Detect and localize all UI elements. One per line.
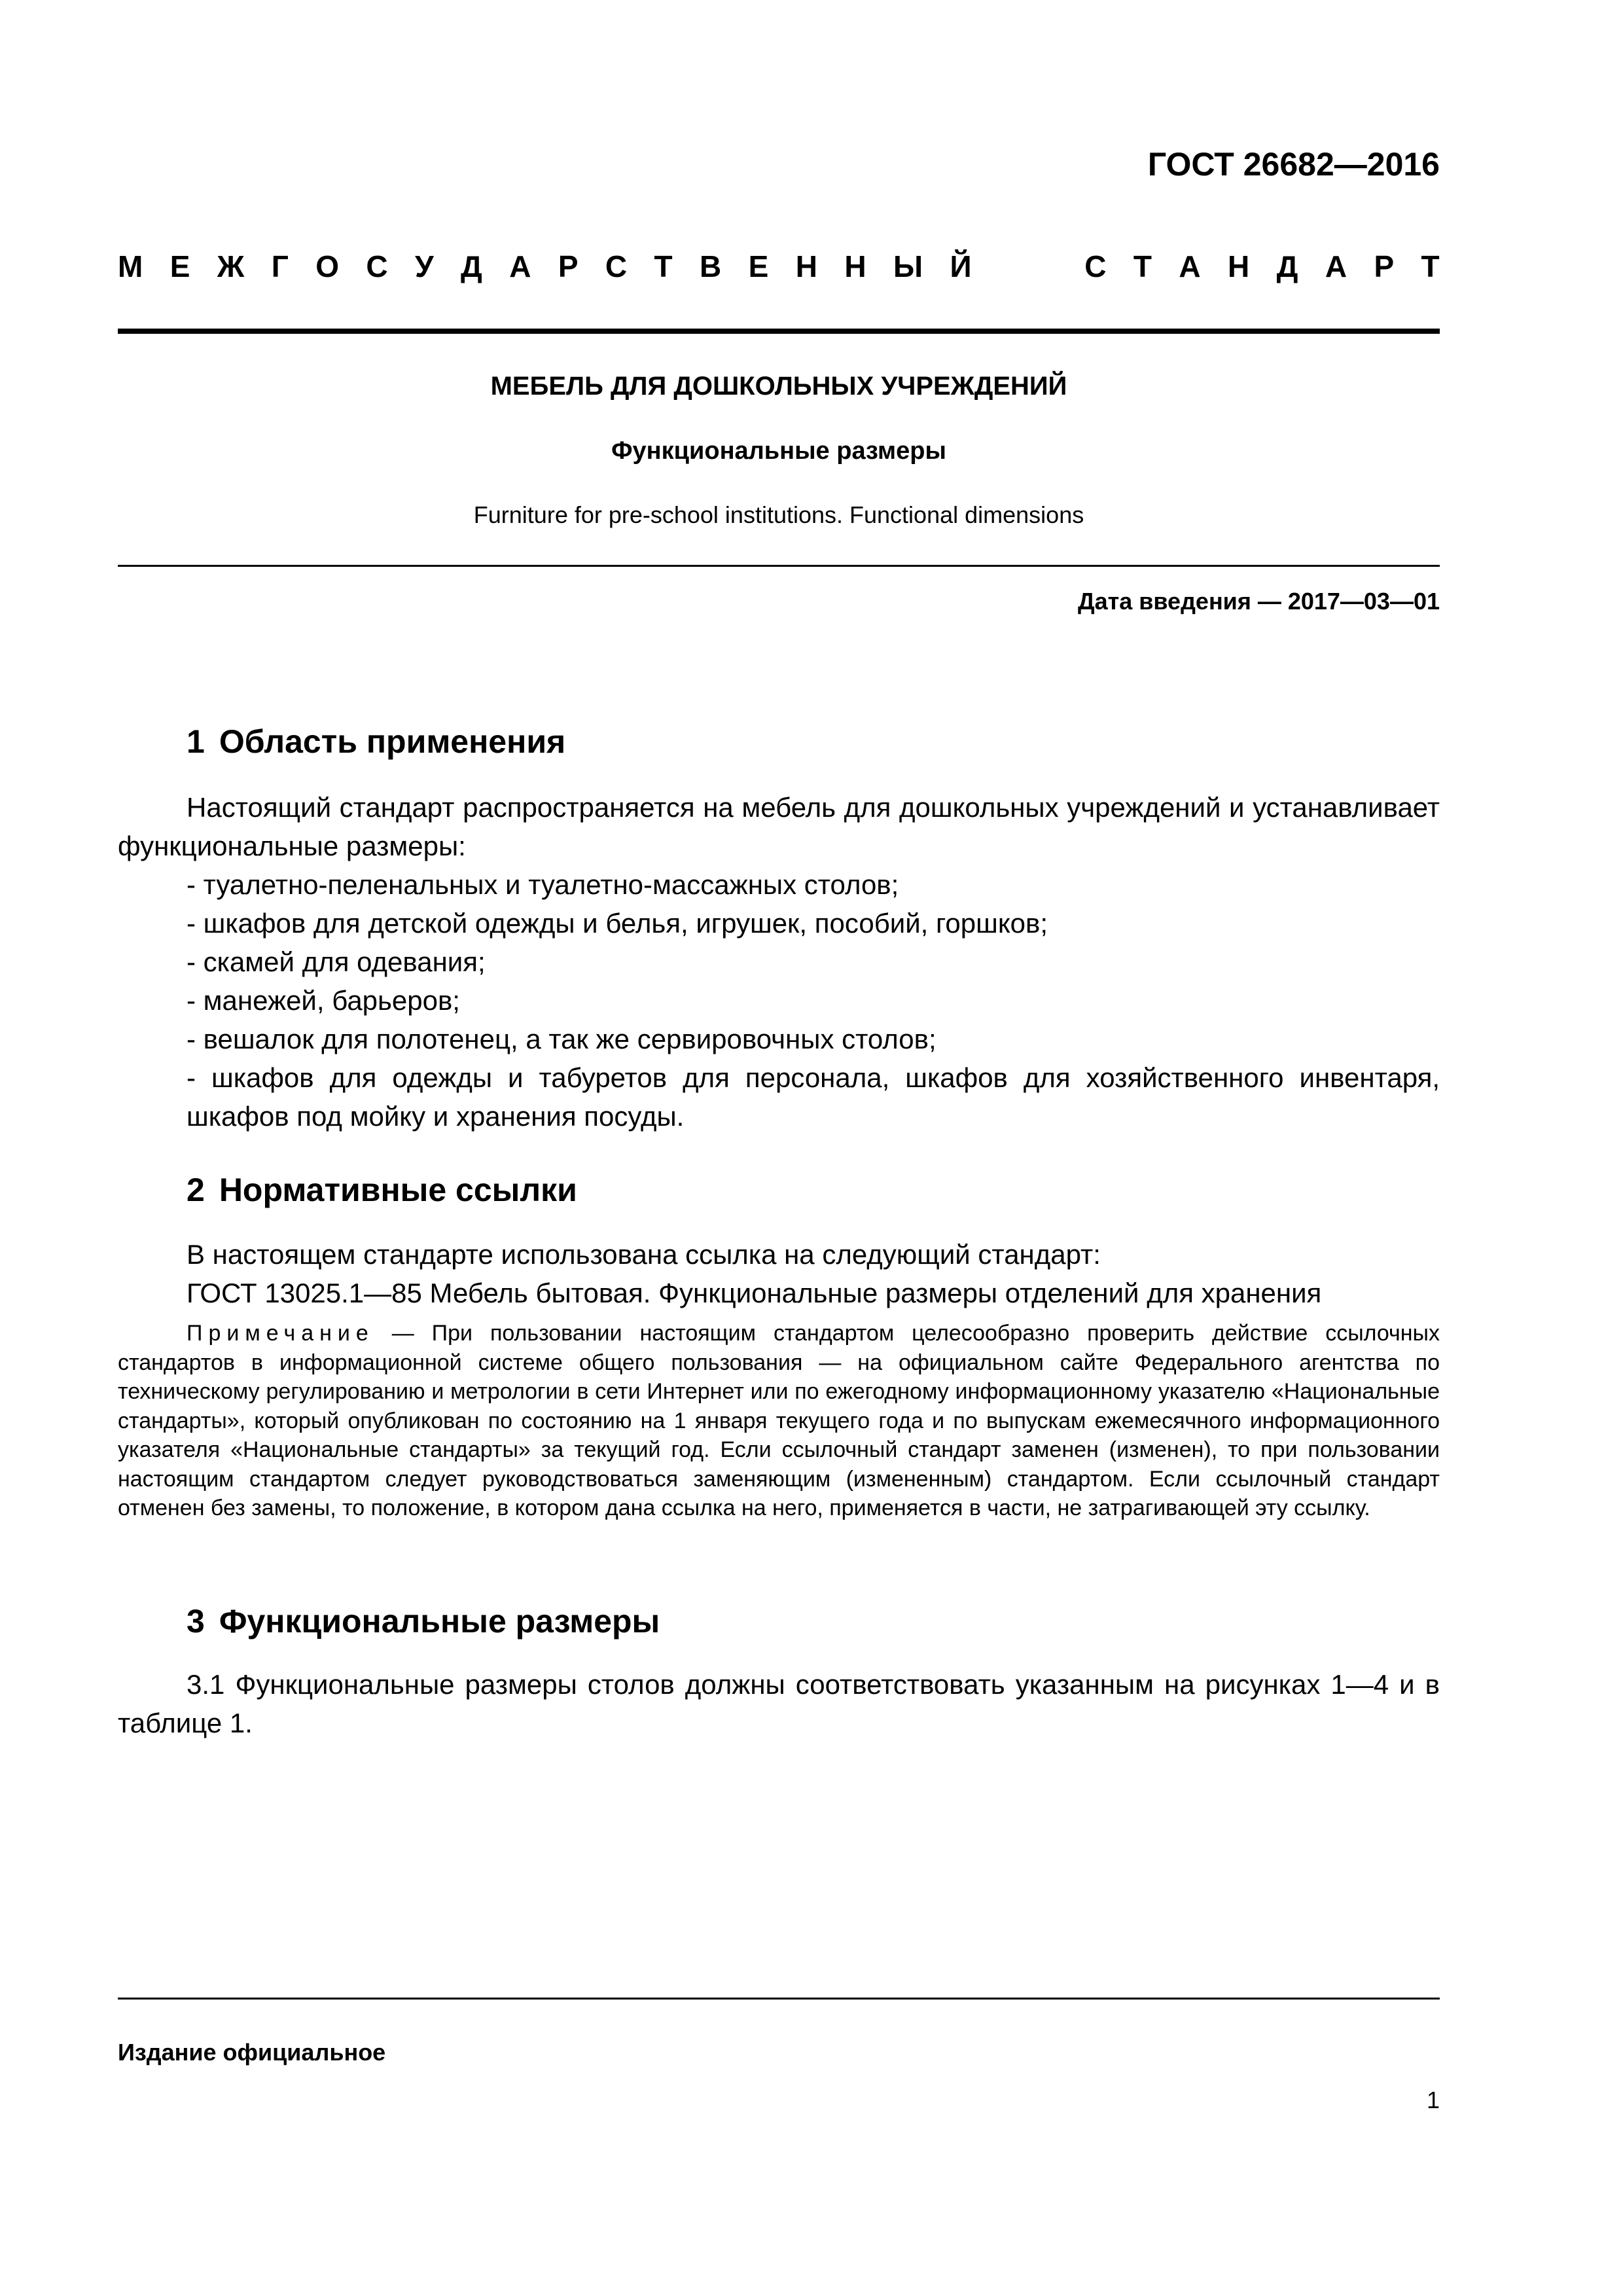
heading-letter: А xyxy=(1179,249,1201,283)
interstate-standard-heading xyxy=(118,249,1440,284)
word-gap xyxy=(999,249,1058,284)
paragraph-text: Настоящий стандарт распространяется на мебель для дошкольных учреждений и устанавливает функциональные размеры: xyxy=(118,792,1440,861)
list-item: - шкафов для детской одежды и белья, игрушек, пособий, горшков; xyxy=(187,908,1048,939)
heading-letter: Ы xyxy=(893,249,923,283)
scope-list xyxy=(187,865,1440,1136)
document-title-english: Furniture for pre-school institutions. Functional dimensions xyxy=(473,501,1084,528)
section-title: Область применения xyxy=(219,723,566,760)
document-subtitle: Функциональные размеры xyxy=(611,437,946,465)
footer-divider xyxy=(118,1998,1440,2000)
heading-letter: Й xyxy=(950,249,972,283)
document-title: МЕБЕЛЬ ДЛЯ ДОШКОЛЬНЫХ УЧРЕЖДЕНИЙ xyxy=(490,372,1067,401)
heading-letter: Н xyxy=(844,249,866,283)
list-item: - вешалок для полотенец, а так же сервировочных столов; xyxy=(187,1024,936,1054)
section-1-heading xyxy=(187,723,565,761)
section-title: Нормативные ссылки xyxy=(219,1172,577,1208)
heading-letter: А xyxy=(509,249,531,283)
heading-letter: Р xyxy=(1374,249,1395,283)
list-item: - скамей для одевания; xyxy=(187,946,486,977)
paragraph-text: 3.1 Функциональные размеры столов должны соответствовать указанным на рисунках 1—4 и в таблице 1. xyxy=(118,1669,1440,1738)
note-text: — При пользовании настоящим стандартом целесообразно проверить действие ссылочных стандартов в информационной системе общего пользования — на официальном сайте Федерального агентства по техническому регулированию и метрологии в сети Интернет или по ежегодному информационному указателю «Национальные стандарты», который опубликован по состоянию на 1 января текущего года и по выпускам ежемесячного информационного указателя «Национальные стандарты» за текущий год. Если ссылочный стандарт заменен (изменен), то при пользовании настоящим стандартом следует руководствоваться заменяющим (измененным) стандартом. Если ссылочный стандарт отменен без замены, то положение, в котором дана ссылка на него, применяется в части, не затрагивающей эту ссылку. xyxy=(118,1321,1440,1520)
heading-letter: В xyxy=(700,249,722,283)
section-1-paragraph xyxy=(118,788,1440,865)
section-number: 1 xyxy=(187,723,205,760)
section-number: 2 xyxy=(187,1172,205,1208)
list-item: - шкафов для одежды и табуретов для персонала, шкафов для хозяйственного инвентаря, шкафов под мойку и хранения посуды. xyxy=(187,1062,1440,1132)
heading-letter: М xyxy=(118,249,143,283)
section-2-paragraph: В настоящем стандарте использована ссылка на следующий стандарт: xyxy=(187,1239,1101,1270)
section-number: 3 xyxy=(187,1603,205,1640)
heading-letter: Н xyxy=(1228,249,1250,283)
note xyxy=(118,1319,1440,1523)
section-2-heading xyxy=(187,1171,577,1209)
heading-letter: Е xyxy=(169,249,190,283)
heading-letter: Д xyxy=(1276,249,1298,283)
heading-letter: Н xyxy=(795,249,817,283)
heading-letter: Р xyxy=(558,249,579,283)
header-divider-thick xyxy=(118,329,1440,334)
heading-letter: Е xyxy=(748,249,769,283)
normative-reference: ГОСТ 13025.1—85 Мебель бытовая. Функциональные размеры отделений для хранения xyxy=(187,1278,1322,1308)
heading-letter: О xyxy=(315,249,340,283)
edition-label: Издание официальное xyxy=(118,2039,386,2066)
section-3-paragraph xyxy=(118,1665,1440,1742)
heading-letter: Т xyxy=(1421,249,1440,283)
section-3-heading xyxy=(187,1602,660,1640)
title-divider xyxy=(118,565,1440,567)
heading-letter: У xyxy=(415,249,434,283)
heading-letter: С xyxy=(366,249,388,283)
introduction-date: Дата введения — 2017—03—01 xyxy=(1077,588,1440,615)
note-label: Примечание xyxy=(187,1321,374,1346)
page-number: 1 xyxy=(1426,2087,1440,2113)
heading-letter: Ж xyxy=(217,249,245,283)
heading-letter: Д xyxy=(461,249,482,283)
heading-letter: А xyxy=(1325,249,1347,283)
heading-letter: Т xyxy=(1133,249,1152,283)
heading-letter: С xyxy=(605,249,628,283)
heading-letter: Г xyxy=(271,249,289,283)
list-item: - туалетно-пеленальных и туалетно-массажных столов; xyxy=(187,869,899,900)
gost-number: ГОСТ 26682—2016 xyxy=(1147,146,1440,183)
section-title: Функциональные размеры xyxy=(219,1603,660,1640)
heading-letter: Т xyxy=(654,249,673,283)
list-item: - манежей, барьеров; xyxy=(187,985,460,1016)
heading-letter: С xyxy=(1084,249,1107,283)
